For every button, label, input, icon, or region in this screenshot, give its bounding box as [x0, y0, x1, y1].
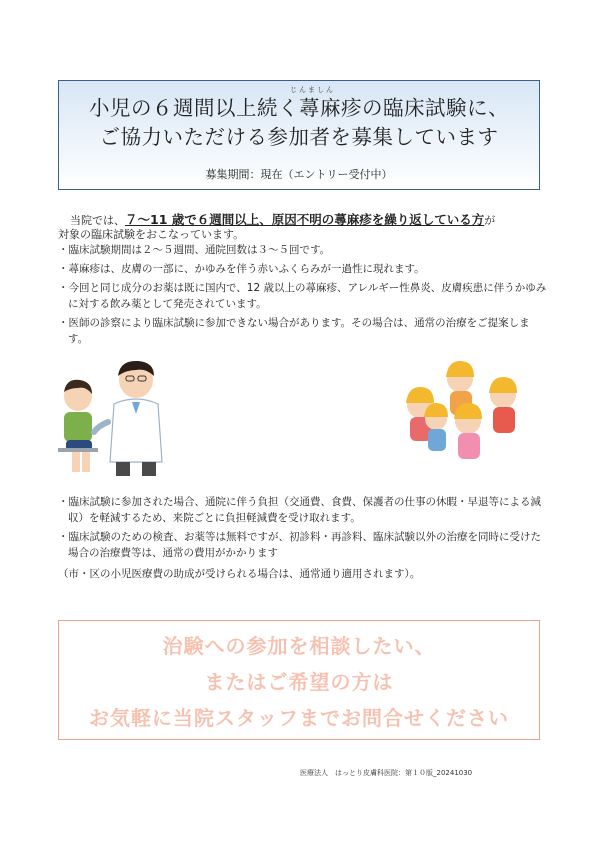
bullet-item: ・今回と同じ成分のお薬は既に国内で、12 歳以上の蕁麻疹、アレルギー性鼻炎、皮膚疾患に伴うかゆみに対する飲み薬として発売されています。 [58, 282, 547, 310]
child-3 [489, 377, 517, 433]
bullet-item: ・臨床試験のための検査、お薬等は無料ですが、初診料・再診料、臨床試験以外の治療を同時に受けた場合の治療費等は、通常の費用がかかります [58, 531, 541, 559]
doctor-child-illustration [58, 352, 178, 477]
page-title [58, 94, 540, 152]
bullet-list-top [58, 242, 548, 350]
recruitment-period: 募集期間：現在（エントリー受付中） [205, 168, 393, 181]
subsidy-note: （市・区の小児医療費の助成が受けられる場合は、通常通り適用されます）。 [58, 568, 421, 580]
contact-line-2: またはご希望の方は [204, 670, 394, 694]
intro-line-2: 対象の臨床試験をおこなっています。 [58, 228, 245, 241]
intro-paragraph [58, 213, 548, 242]
bullet-list-bottom [58, 494, 548, 564]
title-line-2: ご協力いただける参加者を募集しています [99, 125, 499, 149]
contact-line-1: 治験への参加を相談したい、 [162, 634, 436, 658]
bullet-item: ・蕁麻疹は、皮膚の一部に、かゆみを伴う赤いふくらみが一過性に現れます。 [58, 263, 425, 275]
contact-line-3: お気軽に当院スタッフまでお問合せください [89, 706, 509, 730]
child-figure [58, 380, 98, 472]
intro-line-1 [58, 213, 548, 228]
doctor-figure [94, 361, 162, 476]
bullet-item: ・臨床試験期間は２〜５週間、通院回数は３〜５回です。 [58, 244, 331, 256]
intro-prefix: 当院では、 [70, 214, 125, 227]
child-4 [454, 403, 482, 459]
contact-message [58, 628, 540, 736]
children-group-illustration [398, 355, 528, 465]
intro-suffix: が [484, 214, 496, 227]
intro-highlight: ７〜11 歳で６週間以上、原因不明の蕁麻疹を繰り返している方 [125, 212, 485, 227]
bullet-item: ・医師の診察により臨床試験に参加できない場合があります。その場合は、通常の治療をご提案します。 [58, 317, 530, 345]
title-ruby: じんましん [290, 86, 335, 94]
bullet-item: ・臨床試験に参加された場合、通院に伴う負担（交通費、食費、保護者の仕事の休暇・早退等による減収）を軽減するため、来院ごとに負担軽減費を受け取れます。 [58, 496, 541, 524]
title-line-1: 小児の６週間以上続く蕁麻疹の臨床試験に、 [89, 96, 509, 120]
footer-credit: 医療法人 はっとり皮膚科医院：第１０版_20241030 [300, 769, 473, 777]
